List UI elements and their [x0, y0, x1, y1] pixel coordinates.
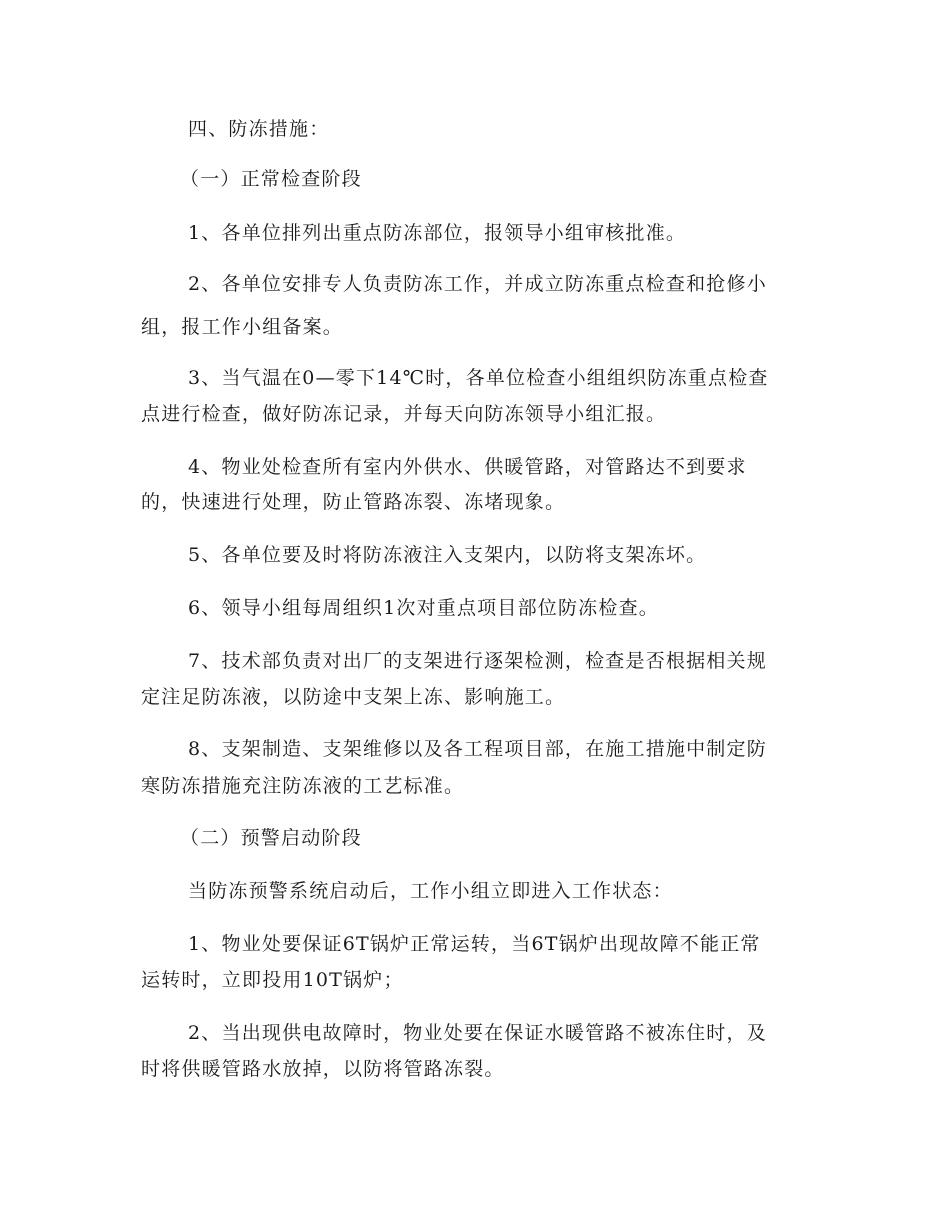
paragraph-line: 运转时，立即投用10T锅炉；: [141, 969, 404, 991]
paragraph-line: 寒防冻措施充注防冻液的工艺标准。: [141, 775, 465, 797]
paragraph-line: 定注足防冻液，以防途中支架上冻、影响施工。: [141, 686, 566, 708]
paragraph-line: 7、技术部负责对出厂的支架进行逐架检测，检查是否根据相关规: [188, 650, 767, 672]
paragraph-line: 5、各单位要及时将防冻液注入支架内，以防将支架冻坏。: [188, 544, 707, 566]
paragraph-line: 时将供暖管路水放掉，以防将管路冻裂。: [141, 1058, 505, 1080]
paragraph-line: 1、物业处要保证6T锅炉正常运转，当6T锅炉出现故障不能正常: [188, 933, 761, 955]
paragraph-line: 4、物业处检查所有室内外供水、供暖管路，对管路达不到要求: [188, 456, 747, 478]
paragraph-line: 2、各单位安排专人负责防冻工作，并成立防冻重点检查和抢修小: [188, 273, 767, 295]
subsection-heading-2: （二）预警启动阶段: [180, 827, 362, 849]
paragraph-line: 8、支架制造、支架维修以及各工程项目部，在施工措施中制定防: [188, 738, 767, 760]
paragraph-line: 2、当出现供电故障时，物业处要在保证水暖管路不被冻住时，及: [188, 1022, 767, 1044]
paragraph-line: 当防冻预警系统启动后，工作小组立即进入工作状态：: [188, 880, 673, 902]
section-heading: 四、防冻措施：: [188, 118, 330, 140]
paragraph-line: 6、领导小组每周组织1次对重点项目部位防冻检查。: [188, 597, 659, 619]
paragraph-line: 1、各单位排列出重点防冻部位，报领导小组审核批准。: [188, 222, 687, 244]
paragraph-line: 的，快速进行处理，防止管路冻裂、冻堵现象。: [141, 491, 566, 513]
paragraph-line: 组，报工作小组备案。: [141, 316, 344, 338]
paragraph-line: 点进行检查，做好防冻记录，并每天向防冻领导小组汇报。: [141, 403, 667, 425]
subsection-heading-1: （一）正常检查阶段: [180, 168, 362, 190]
paragraph-line: 3、当气温在0—零下14℃时，各单位检查小组组织防冻重点检查: [188, 367, 769, 389]
